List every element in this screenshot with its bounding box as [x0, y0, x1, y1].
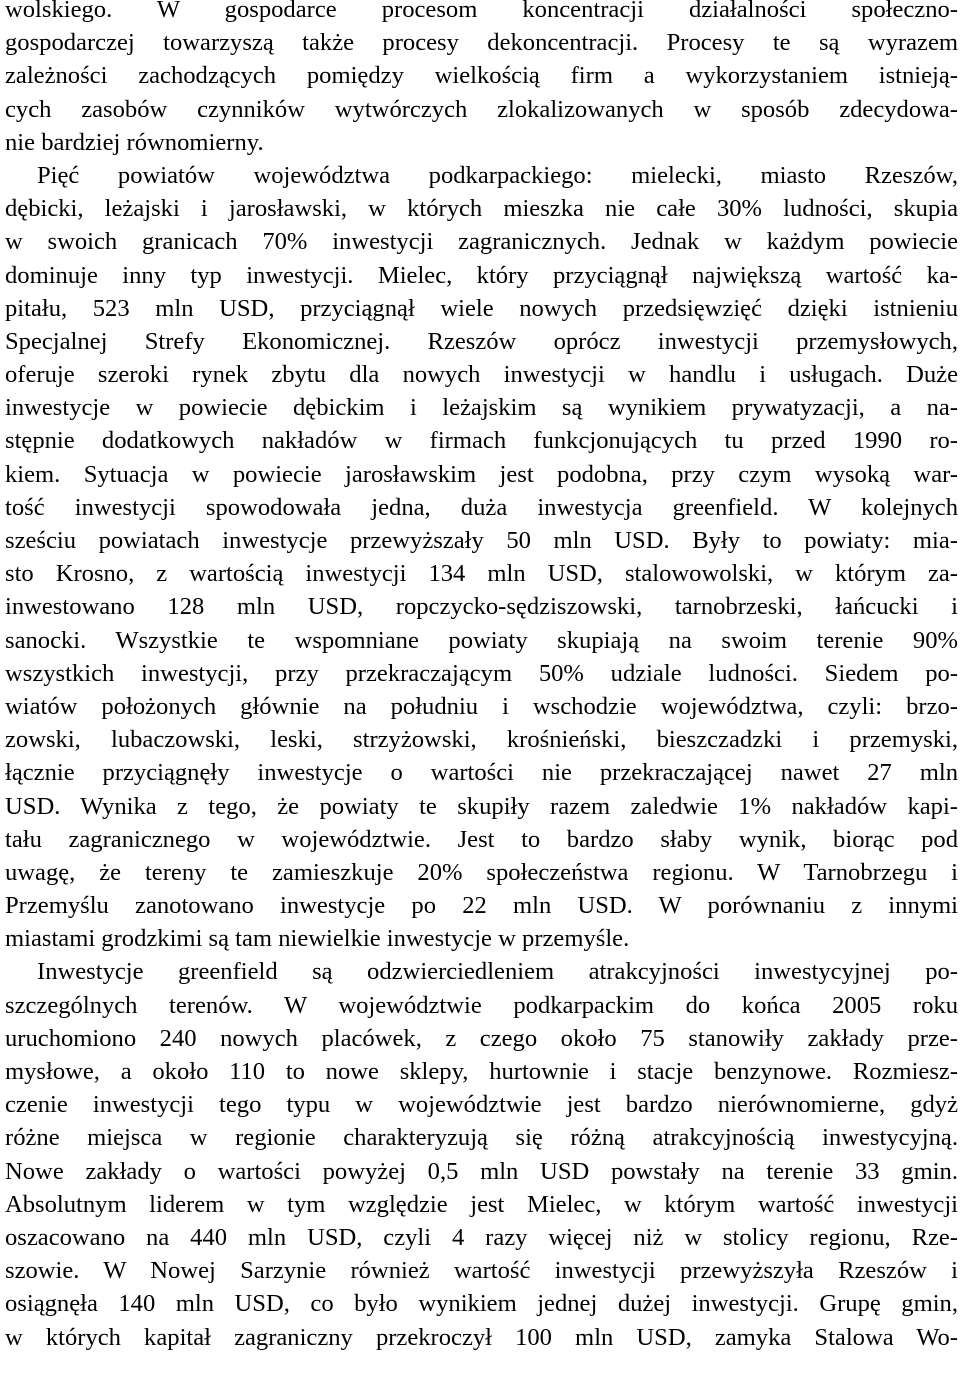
text-line: stępnie dodatkowych nakładów w firmach funkcjonujących tu przed 1990 ro-: [5, 427, 958, 455]
text-line: Inwestycje greenfield są odzwierciedleniem atrakcyjności inwestycyjnej po-: [37, 958, 958, 986]
text-line: nie bardziej równomierny.: [5, 128, 264, 156]
text-line: różne miejsca w regionie charakteryzują się różną atrakcyjnością inwestycyjną.: [5, 1124, 958, 1152]
text-line: w swoich granicach 70% inwestycji zagranicznych. Jednak w każdym powiecie: [5, 228, 958, 256]
text-line: sto Krosno, z wartością inwestycji 134 mln USD, stalowowolski, w którym za-: [5, 560, 958, 588]
paragraph-2: [5, 159, 958, 956]
text-line: Absolutnym liderem w tym względzie jest Mielec, w którym wartość inwestycji: [5, 1190, 958, 1218]
text-line: sześciu powiatach inwestycje przewyższały 50 mln USD. Były to powiaty: mia-: [5, 527, 958, 554]
text-line: Pięć powiatów województwa podkarpackiego: mielecki, miasto Rzeszów,: [37, 161, 958, 189]
text-line: szowie. W Nowej Sarzynie również wartość inwestycji przewyższyła Rzeszów i: [5, 1257, 958, 1285]
text-line: tość inwestycji spowodowała jedna, duża inwestycja greenfield. W kolejnych: [5, 493, 958, 521]
text-line: uruchomiono 240 nowych placówek, z czego około 75 stanowiły zakłady prze-: [5, 1024, 958, 1052]
paragraph-1: [5, 0, 958, 159]
text-line: zależności zachodzących pomiędzy wielkością firm a wykorzystaniem istnieją-: [5, 62, 958, 90]
text-line: zowski, lubaczowski, leski, strzyżowski, krośnieński, bieszczadzki i przemyski,: [5, 726, 958, 754]
document-page: [5, 0, 958, 1354]
text-line: Nowe zakłady o wartości powyżej 0,5 mln USD powstały na terenie 33 gmin.: [5, 1157, 958, 1185]
text-line: dominuje inny typ inwestycji. Mielec, który przyciągnął największą wartość ka-: [5, 261, 958, 289]
text-line: inwestycje w powiecie dębickim i leżajskim są wynikiem prywatyzacji, a na-: [5, 394, 958, 422]
text-line: Przemyślu zanotowano inwestycje po 22 mln USD. W porównaniu z innymi: [5, 892, 958, 920]
text-line: oferuje szeroki rynek zbytu dla nowych inwestycji w handlu i usługach. Duże: [5, 361, 958, 389]
text-line: miastami grodzkimi są tam niewielkie inwestycje w przemyśle.: [5, 925, 630, 953]
text-line: osiągnęła 140 mln USD, co było wynikiem jednej dużej inwestycji. Grupę gmin,: [5, 1290, 958, 1318]
text-line: gospodarczej towarzyszą także procesy dekoncentracji. Procesy te są wyrazem: [5, 29, 958, 57]
text-line: mysłowe, a około 110 to nowe sklepy, hurtownie i stacje benzynowe. Rozmiesz-: [5, 1058, 958, 1085]
text-line: USD. Wynika z tego, że powiaty te skupiły razem zaledwie 1% nakładów kapi-: [5, 792, 958, 820]
text-line: sanocki. Wszystkie te wspomniane powiaty skupiają na swoim terenie 90%: [5, 626, 958, 654]
text-line: łącznie przyciągnęły inwestycje o wartości nie przekraczającej nawet 27 mln: [5, 759, 958, 787]
text-line: szczególnych terenów. W województwie podkarpackim do końca 2005 roku: [5, 991, 958, 1019]
text-line: oszacowano na 440 mln USD, czyli 4 razy więcej niż w stolicy regionu, Rze-: [5, 1223, 958, 1251]
text-line: wiatów położonych głównie na południu i wschodzie województwa, czyli: brzo-: [5, 692, 958, 720]
text-line: tału zagranicznego w województwie. Jest to bardzo słaby wynik, biorąc pod: [5, 825, 958, 853]
text-line: kiem. Sytuacja w powiecie jarosławskim jest podobna, przy czym wysoką war-: [5, 460, 958, 488]
text-line: wolskiego. W gospodarce procesom koncentracji działalności społeczno-: [5, 0, 958, 23]
text-line: inwestowano 128 mln USD, ropczycko-sędziszowski, tarnobrzeski, łańcucki i: [5, 593, 958, 621]
text-line: pitału, 523 mln USD, przyciągnął wiele nowych przedsięwzięć dzięki istnieniu: [5, 294, 958, 322]
text-line: Specjalnej Strefy Ekonomicznej. Rzeszów oprócz inwestycji przemysłowych,: [5, 327, 958, 355]
text-line: uwagę, że tereny te zamieszkuje 20% społeczeństwa regionu. W Tarnobrzegu i: [5, 858, 958, 886]
text-line: w których kapitał zagraniczny przekroczył 100 mln USD, zamyka Stalowa Wo-: [5, 1323, 958, 1351]
text-line: wszystkich inwestycji, przy przekraczającym 50% udziale ludności. Siedem po-: [5, 659, 958, 687]
text-line: dębicki, leżajski i jarosławski, w których mieszka nie całe 30% ludności, skupia: [5, 195, 958, 223]
paragraph-3: [5, 955, 958, 1353]
text-line: czenie inwestycji tego typu w województwie jest bardzo nierównomierne, gdyż: [5, 1091, 958, 1119]
text-line: cych zasobów czynników wytwórczych zlokalizowanych w sposób zdecydowa-: [5, 95, 958, 123]
